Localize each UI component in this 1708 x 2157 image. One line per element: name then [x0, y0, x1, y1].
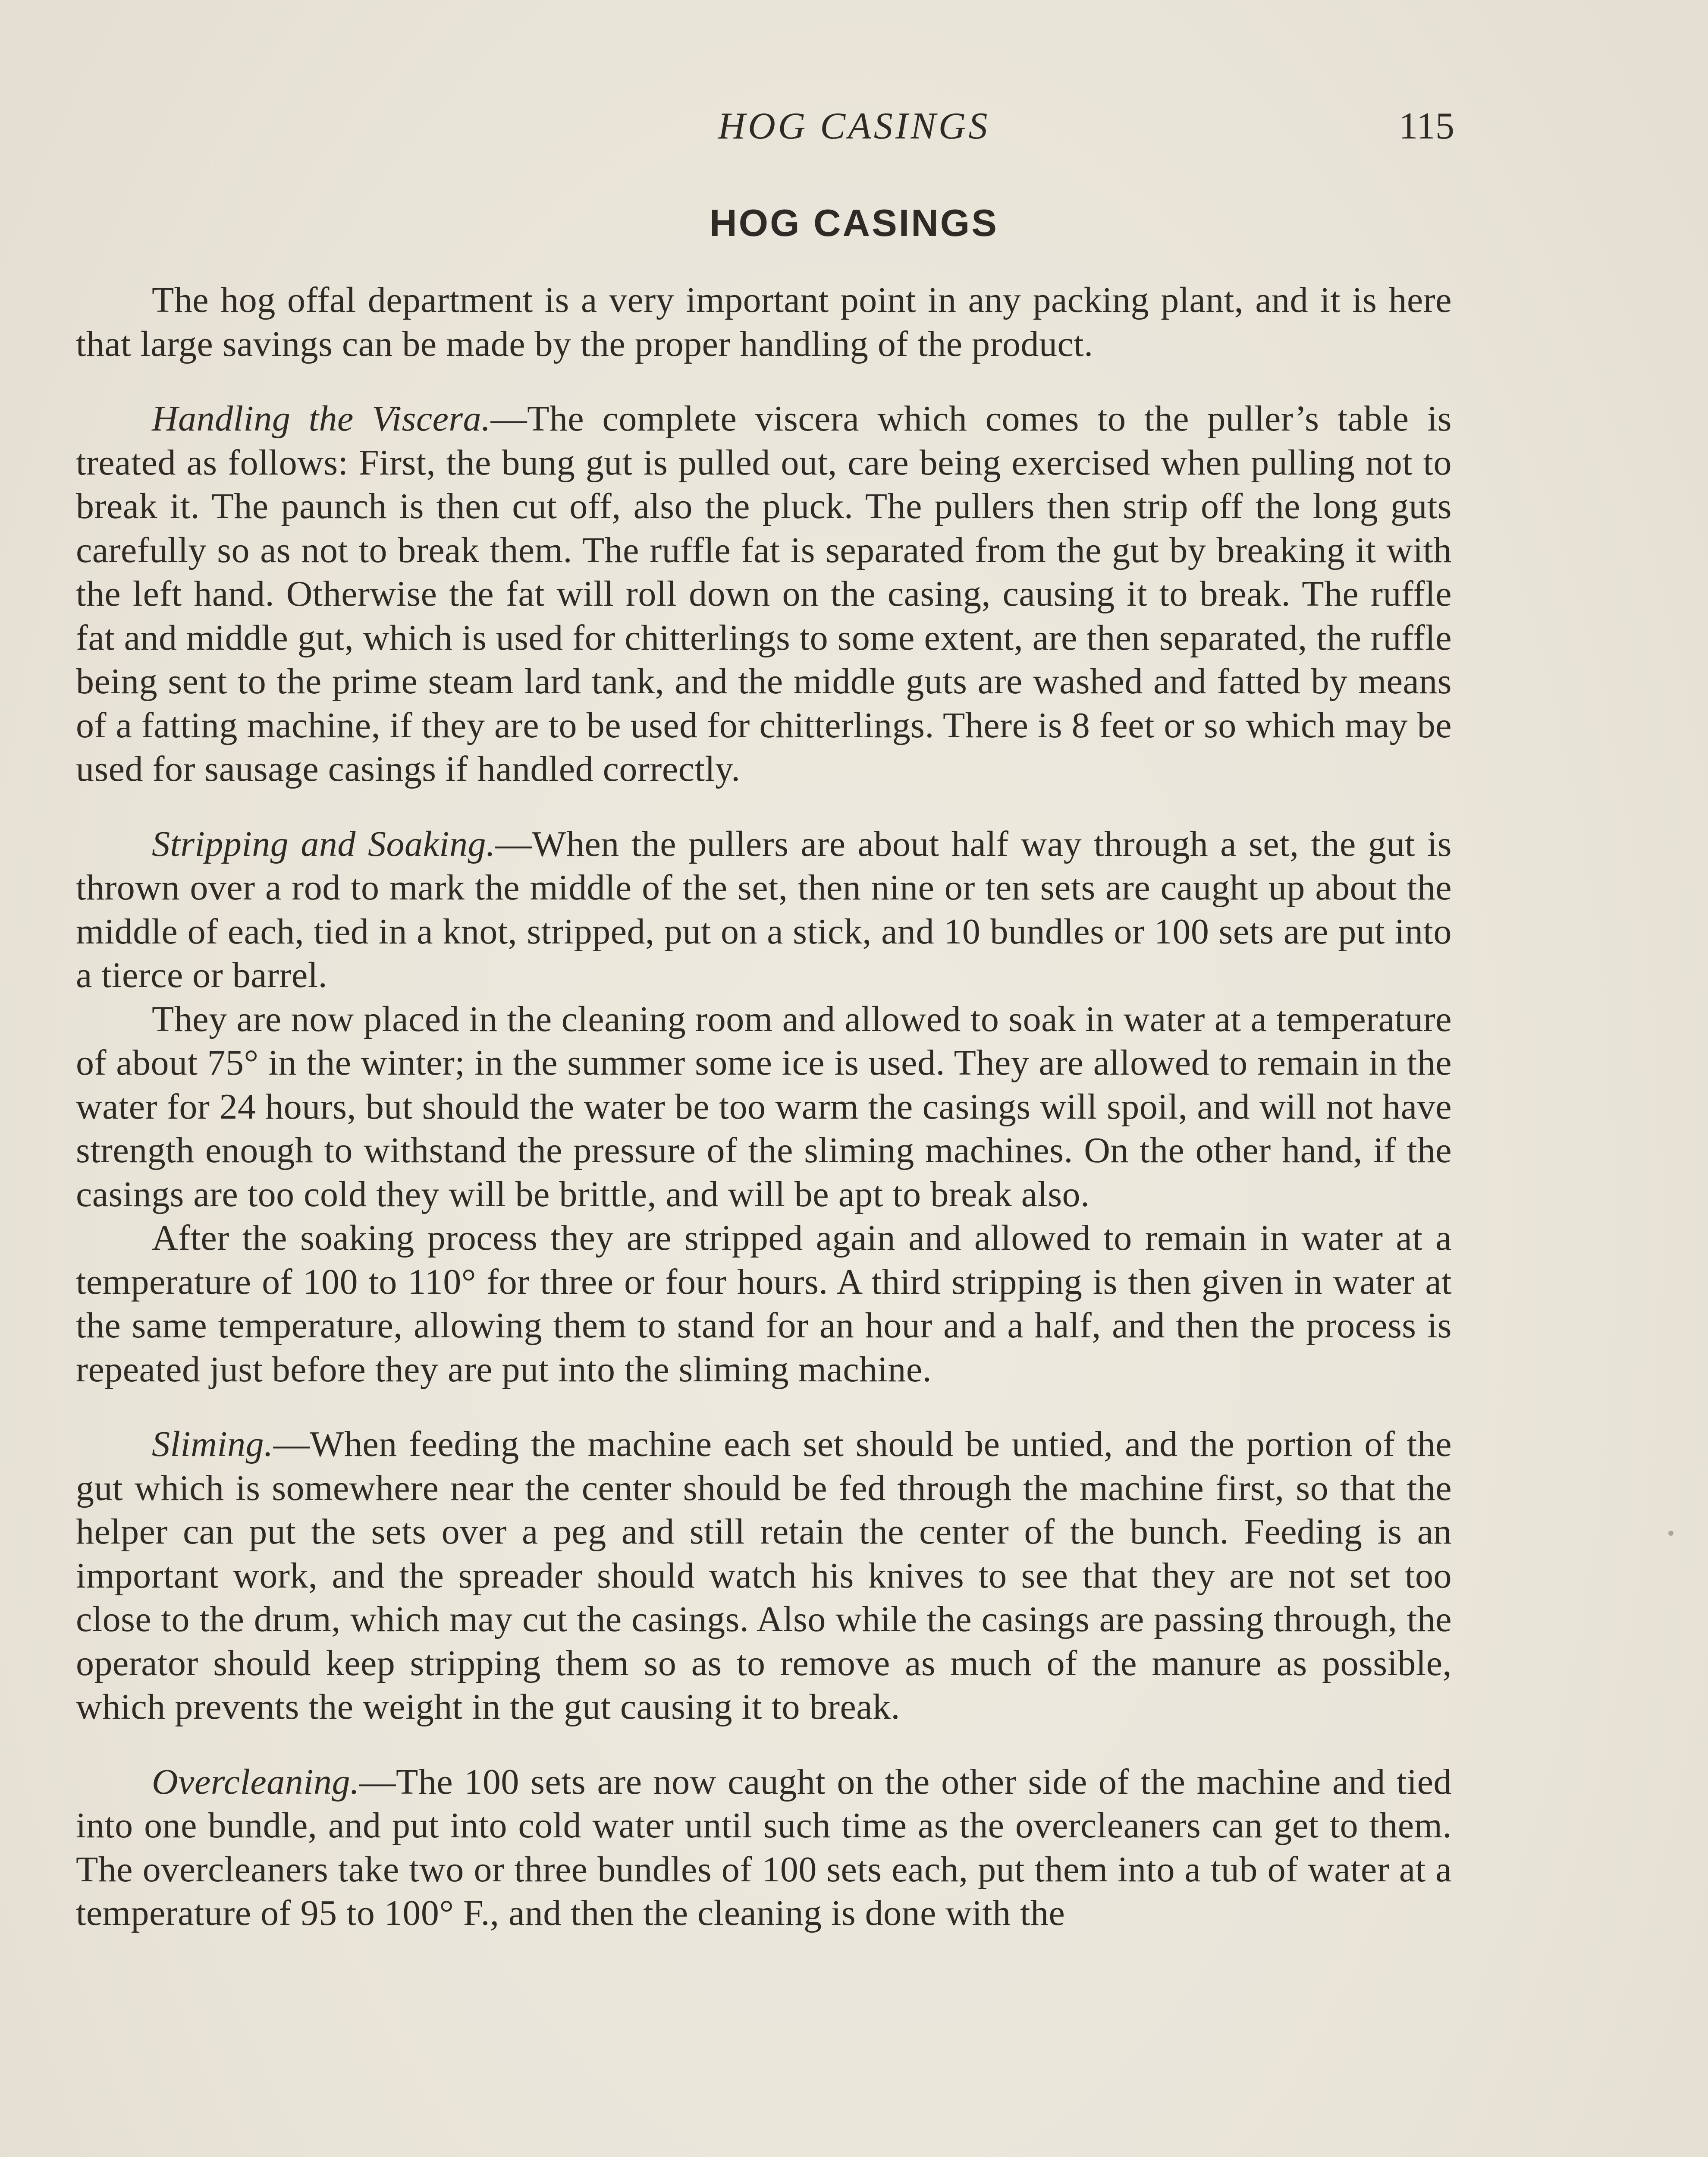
running-title: HOG CASINGS: [718, 105, 990, 147]
after-soaking-paragraph: After the soaking process they are stripped again and allowed to remain in water at a temperature of 100 to 110° for three or four hours. A third stripping is then given in water at the same temperature, allowing them to stand for an hour and a half, and then the process is repeated just before they are put into the sliming machine.: [76, 1218, 1452, 1390]
running-head: [0, 103, 1708, 150]
sliming-paragraph: [76, 1422, 1452, 1729]
intro-paragraph: The hog offal department is a very important point in any packing plant, and it is here that large savings can be made by the proper handling of the product.: [76, 280, 1452, 364]
viscera-paragraph: [76, 397, 1452, 791]
stripping-text: —When the pullers are about half way through a set, the gut is thrown over a rod to mark the middle of the set, then nine or ten sets are caught up about the middle of each, tied in a knot, stripped, put on a stick, and 10 bundles or 100 sets are put into a tierce or barrel.: [76, 824, 1452, 995]
page-number: 115: [1399, 105, 1454, 147]
overcleaning-text: —The 100 sets are now caught on the other side of the machine and tied into one bundle, and put into cold water until such time as the overcleaners can get to them. The overcleaners take two or three bundles of 100 sets each, put them into a tub of water at a temperature of 95 to 100° F., and then the cleaning is done with the: [76, 1761, 1452, 1933]
chapter-title: HOG CASINGS: [710, 201, 998, 244]
soaking-paragraph: They are now placed in the cleaning room and allowed to soak in water at a temperature of about 75° in the winter; in the summer some ice is used. They are allowed to remain in the water for 24 hours, but should the water be too warm the casings will spoil, and will not have strength enough to withstand the pressure of the sliming machines. On the other hand, if the casings are too cold they will be brittle, and will be apt to break also.: [76, 999, 1452, 1214]
paper-speck-dot: [1668, 1531, 1673, 1536]
stripping-paragraph: [76, 822, 1452, 997]
viscera-heading: Handling the Viscera.: [152, 399, 491, 439]
overcleaning-paragraph: [76, 1760, 1452, 1935]
stripping-heading: Stripping and Soaking.: [152, 824, 496, 864]
sliming-heading: Sliming.: [152, 1424, 273, 1464]
overcleaning-heading: Overcleaning.: [152, 1761, 360, 1802]
body-text: [76, 278, 1452, 1935]
viscera-text: —The complete viscera which comes to the puller’s table is treated as follows: First, the bung gut is pulled out, care being exercised when pulling not to break it. The paunch is then cut off, also the pluck. The pullers then strip off the long guts carefully so as not to break them. The ruffle fat is separated from the gut by breaking it with the left hand. Otherwise the fat will roll down on the casing, causing it to break. The ruffle fat and middle gut, which is used for chitterlings to some extent, are then separated, the ruffle being sent to the prime steam lard tank, and the middle guts are washed and fatted by means of a fatting machine, if they are to be used for chitterlings. There is 8 feet or so which may be used for sausage casings if handled correctly.: [76, 399, 1452, 789]
sliming-text: —When feeding the machine each set should be untied, and the portion of the gut which is somewhere near the center should be fed through the machine first, so that the helper can put the sets over a peg and still retain the center of the bunch. Feeding is an important work, and the spreader should watch his knives to see that they are not set too close to the drum, which may cut the casings. Also while the casings are passing through, the operator should keep stripping them so as to remove as much of the manure as possible, which prevents the weight in the gut causing it to break.: [76, 1424, 1452, 1727]
